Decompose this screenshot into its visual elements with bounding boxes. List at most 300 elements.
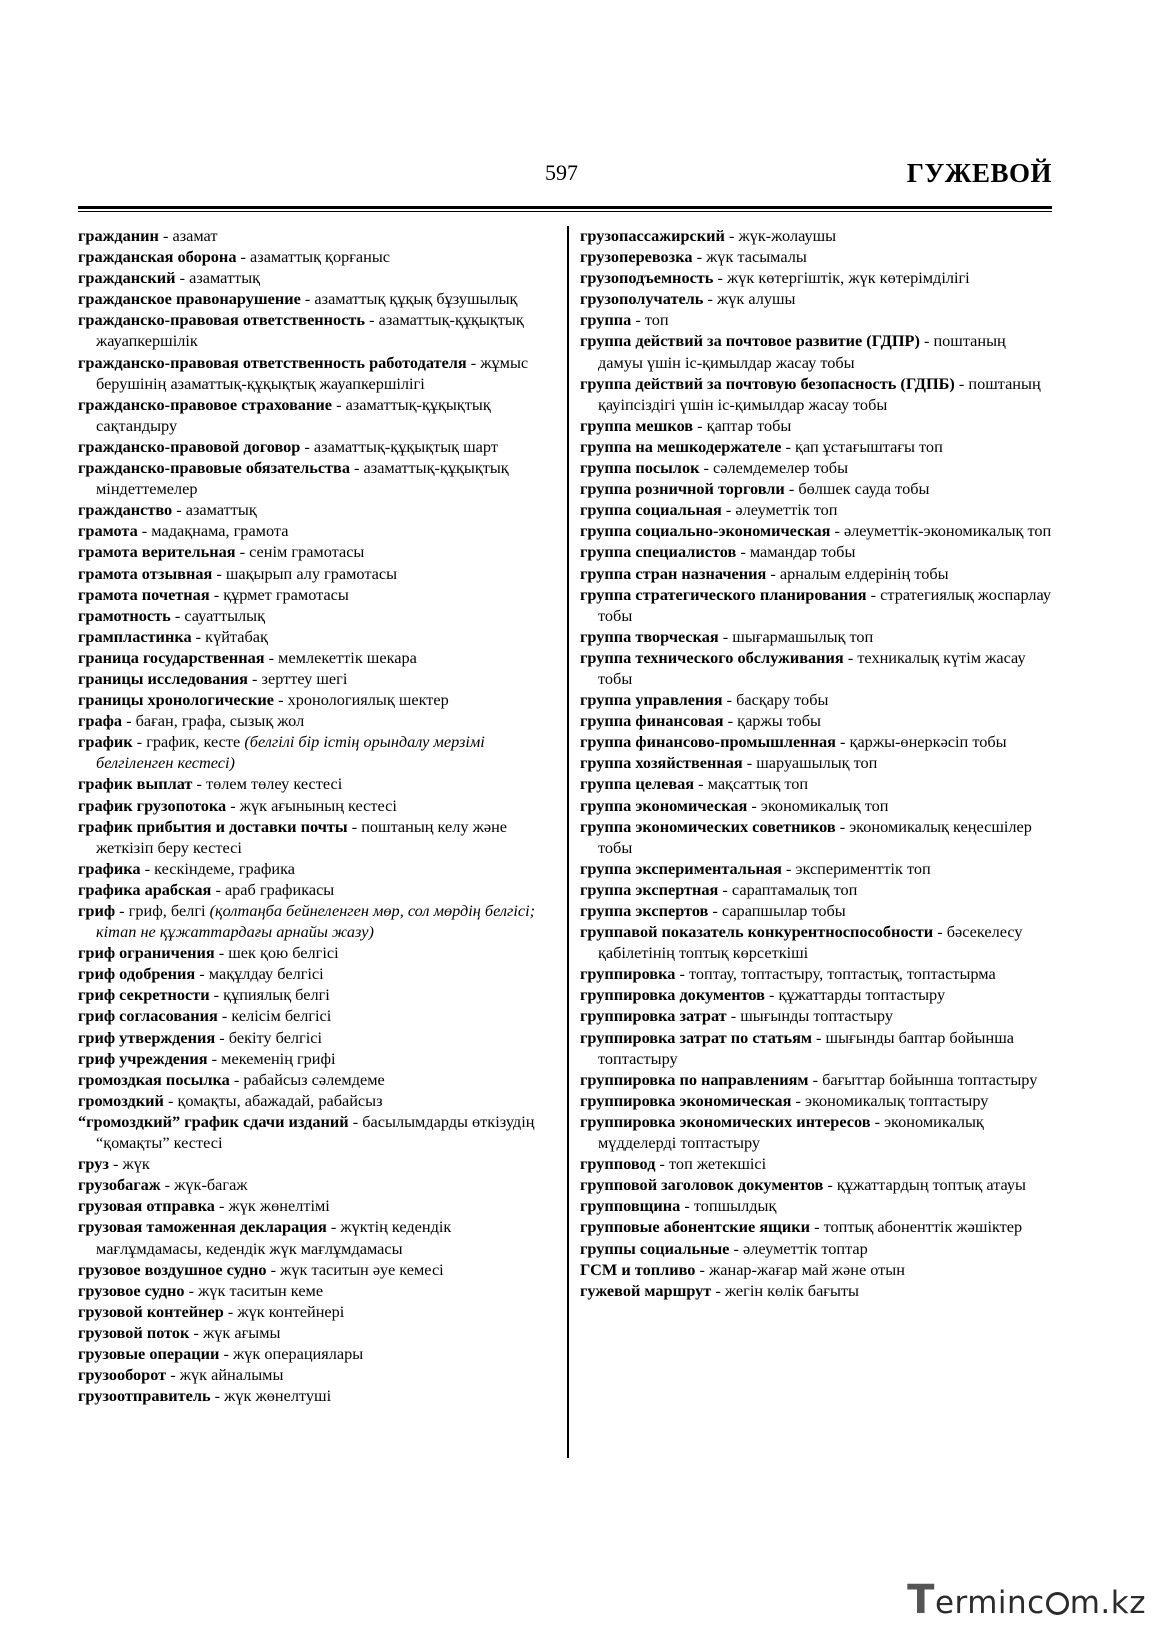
entry-separator: - — [810, 1217, 824, 1237]
entry-separator: - — [207, 1048, 222, 1068]
entry-term: груз — [78, 1154, 109, 1174]
dictionary-entry — [78, 499, 558, 520]
entry-separator: - — [823, 1175, 837, 1195]
entry-separator: - — [349, 458, 364, 478]
dictionary-entry — [78, 457, 558, 499]
dictionary-entry — [580, 921, 1052, 963]
entry-separator: - — [729, 1238, 743, 1258]
entry-term: график грузопотока — [78, 795, 227, 815]
entry-separator: - — [332, 394, 346, 414]
entry-definition: гриф, белгі — [128, 901, 210, 920]
entry-definition: жұмыс берушінің азаматтық-құқықтық жауапкершілігі — [96, 352, 529, 393]
dictionary-entry — [78, 1301, 558, 1322]
entry-separator: - — [766, 563, 780, 583]
entry-term: группа социальная — [580, 500, 722, 520]
dictionary-entry — [78, 963, 558, 984]
entry-definition: топ — [644, 310, 669, 330]
entry-definition: мекеменің грифі — [221, 1048, 336, 1068]
dictionary-entry — [580, 436, 1052, 457]
dictionary-entry — [78, 1069, 558, 1090]
entry-term: гражданская оборона — [78, 247, 237, 267]
entry-term: грузовая таможенная декларация — [78, 1217, 327, 1237]
entry-separator: - — [170, 605, 185, 625]
entry-definition: азаматтық-құқықтық шарт — [313, 436, 498, 456]
entry-separator: - — [195, 964, 209, 984]
entry-separator: - — [184, 1280, 199, 1300]
entry-term: группы социальные — [580, 1238, 730, 1258]
dictionary-entry — [580, 288, 1052, 309]
entry-definition: сарапшылар тобы — [721, 901, 846, 920]
entry-term: группа посылок — [580, 458, 700, 478]
entry-term: грузовое судно — [78, 1280, 185, 1300]
entry-separator: - — [235, 542, 250, 562]
entry-term: группа розничной торговли — [580, 479, 785, 499]
entry-definition: жүк операциялары — [233, 1343, 364, 1363]
entry-separator: - — [724, 226, 739, 245]
entry-definition: қаржы-өнеркәсіп тобы — [849, 732, 1007, 752]
entry-definition: шек қою белгісі — [228, 943, 339, 963]
entry-separator: - — [742, 753, 757, 773]
dictionary-entry — [78, 584, 558, 605]
entry-definition: топ жетекшісі — [669, 1154, 767, 1174]
entry-definition: азамат — [172, 226, 218, 245]
entry-separator: - — [365, 310, 379, 330]
dictionary-entry — [78, 858, 558, 879]
entry-separator: - — [784, 479, 799, 499]
entry-term: гриф учреждения — [78, 1048, 208, 1068]
entry-definition: мақсаттық топ — [707, 774, 809, 794]
entry-term: грузовое воздушное судно — [78, 1259, 267, 1279]
entry-separator: - — [214, 943, 229, 963]
entry-term: гражданский — [78, 268, 176, 288]
entry-term: грузооборот — [78, 1365, 167, 1385]
dictionary-entry — [580, 689, 1052, 710]
entry-definition: поштаның қауіпсіздігі үшін іс-қимылдар жасау тобы — [598, 373, 1041, 414]
dictionary-entry — [78, 246, 558, 267]
entry-term: гриф утверждения — [78, 1027, 216, 1047]
dictionary-entry — [78, 1259, 558, 1280]
entry-separator: - — [247, 668, 262, 688]
entry-separator: - — [695, 1259, 709, 1279]
entry-separator: - — [933, 922, 947, 942]
entry-separator: - — [300, 289, 315, 309]
entry-definition: жүк көтергіштік, жүк көтерімділігі — [726, 268, 970, 288]
dictionary-entry — [78, 288, 558, 309]
entry-definition: жүк контейнері — [237, 1301, 345, 1321]
entry-definition: әлеуметтік топ — [735, 500, 838, 520]
dictionary-entry — [78, 626, 558, 647]
entry-term: гриф одобрения — [78, 964, 196, 984]
dictionary-entry — [78, 942, 558, 963]
entry-term: графика арабская — [78, 879, 212, 899]
entry-separator: - — [811, 1027, 826, 1047]
dictionary-entry — [78, 1385, 558, 1406]
entry-term: группа хозяйственная — [580, 753, 743, 773]
entry-term: гражданско-правовые обязательства — [78, 458, 350, 478]
entry-term: группа специалистов — [580, 542, 737, 562]
entry-definition: жүк-багаж — [174, 1175, 248, 1195]
entry-definition: жүк ағынының кестесі — [239, 795, 397, 815]
entry-definition: қаржы тобы — [737, 711, 821, 731]
dictionary-entry — [580, 499, 1052, 520]
dictionary-entry — [78, 1048, 558, 1069]
entry-term: грамотность — [78, 605, 171, 625]
dictionary-entry — [78, 1195, 558, 1216]
entry-separator: - — [266, 1259, 281, 1279]
dictionary-entry — [78, 710, 558, 731]
entry-separator: - — [122, 711, 136, 731]
entry-term: группавой показатель конкурентноспособности — [580, 922, 934, 942]
dictionary-entry — [78, 816, 558, 858]
entry-definition: жүктің кедендік мағлұмдамасы, кедендік жүк мағлұмдамасы — [96, 1217, 452, 1258]
entry-separator: - — [835, 732, 850, 752]
dictionary-entry — [78, 731, 558, 773]
entry-term: гриф согласования — [78, 1006, 218, 1026]
dictionary-entry — [580, 1280, 1052, 1301]
entry-separator: - — [214, 1196, 229, 1216]
entry-separator: - — [708, 901, 722, 920]
entry-term: группа действий за почтовую безопасность (ГДПБ) — [580, 373, 955, 393]
entry-term: группа целевая — [580, 774, 695, 794]
entry-term: “громоздкий” график сдачи изданий — [78, 1111, 349, 1131]
entry-separator: - — [191, 626, 206, 646]
entry-term: группа стран назначения — [580, 563, 767, 583]
entry-separator: - — [274, 690, 288, 710]
entry-term: графа — [78, 711, 122, 731]
entry-definition: жүк айналымы — [179, 1365, 284, 1385]
entry-definition: басылымдарды өткізудің “қомақты” кестесі — [96, 1111, 535, 1153]
entry-separator: - — [223, 1301, 238, 1321]
entry-term: ГСМ и топливо — [580, 1259, 696, 1279]
entry-definition: азаматтық-құқықтық жауапкершілік — [96, 310, 524, 351]
dictionary-entry — [78, 1364, 558, 1385]
dictionary-entry — [580, 984, 1052, 1005]
entry-separator: - — [163, 1090, 178, 1110]
dictionary-entry — [78, 1322, 558, 1343]
entry-definition: экономикалық топ — [760, 795, 889, 815]
entry-definition: топшылдық — [693, 1196, 777, 1216]
dictionary-entry — [78, 352, 558, 394]
dictionary-entry — [580, 373, 1052, 415]
entry-definition: азаматтық-құқықтық міндеттемелер — [96, 458, 509, 499]
dictionary-entry — [580, 246, 1052, 267]
entry-definition: зерттеу шегі — [261, 668, 348, 688]
logo-o-ring-icon — [1046, 1592, 1069, 1615]
entry-term: группа действий за почтовое развитие (ГДПР) — [580, 331, 920, 351]
entry-separator: - — [210, 1386, 225, 1406]
dictionary-entry — [78, 563, 558, 584]
entry-definition: қаптар тобы — [706, 415, 792, 435]
entry-term: грузовой поток — [78, 1322, 190, 1342]
entry-definition: жүк жөнелтімі — [228, 1196, 330, 1216]
entry-definition: жүк тасымалы — [706, 247, 807, 267]
entry-separator: - — [215, 1027, 229, 1047]
dictionary-entry — [78, 795, 558, 816]
entry-definition: азаматтық — [185, 500, 257, 520]
entry-separator: - — [692, 247, 707, 267]
entry-term: грамота отзывная — [78, 563, 213, 583]
dictionary-entry — [580, 225, 1052, 246]
entry-term: грузоотправитель — [78, 1386, 211, 1406]
entry-separator: - — [264, 647, 279, 667]
entry-separator: - — [166, 1365, 180, 1385]
entry-definition: эксперименттік топ — [795, 858, 931, 878]
entry-separator: - — [764, 985, 779, 1005]
entry-term: группа технического обслуживания — [580, 647, 844, 667]
entry-term: график выплат — [78, 774, 193, 794]
dictionary-entry — [78, 520, 558, 541]
entry-definition: құжаттарды топтастыру — [778, 985, 946, 1005]
entry-separator: - — [726, 1006, 741, 1026]
dictionary-entry — [580, 963, 1052, 984]
entry-term: группировка документов — [580, 985, 765, 1005]
entry-definition: азаматтық — [189, 268, 261, 288]
entry-definition: араб графикасы — [224, 879, 335, 899]
entry-separator: - — [703, 289, 717, 309]
dictionary-entry — [580, 1090, 1052, 1111]
entry-separator: - — [675, 964, 689, 984]
dictionary-entry — [580, 1069, 1052, 1090]
entry-separator: - — [236, 247, 251, 267]
dictionary-entry — [580, 330, 1052, 372]
entry-definition: сәлемдемелер тобы — [713, 458, 849, 478]
entry-term: гражданско-правовое страхование — [78, 394, 333, 414]
entry-definition: жанар-жағар май және отын — [709, 1259, 905, 1279]
entry-separator: - — [713, 268, 727, 288]
entry-term: группировка — [580, 964, 676, 984]
entry-definition: келісім белгісі — [231, 1006, 332, 1026]
entry-term: гриф ограничения — [78, 943, 215, 963]
entry-definition: азаматтық қорғаныс — [250, 247, 391, 267]
entry-definition: бағыттар бойынша топтастыру — [822, 1069, 1038, 1089]
entry-definition: жүк таситын кеме — [198, 1280, 324, 1300]
entry-definition: сауаттылық — [184, 605, 266, 625]
entry-term: гражданство — [78, 500, 173, 520]
entry-term: группа социально-экономическая — [580, 521, 831, 541]
entry-definition: график, кесте — [146, 732, 245, 752]
dictionary-entry — [78, 773, 558, 794]
entry-definition: құрмет грамотасы — [223, 584, 349, 604]
entry-separator: - — [693, 415, 707, 435]
entry-separator: - — [722, 690, 737, 710]
entry-definition: жүк ағымы — [203, 1322, 281, 1342]
logo-text-mid: erminc — [934, 1585, 1045, 1621]
entry-definition: поштаның дамуы үшін іс-қимылдар жасау тобы — [598, 331, 1006, 372]
entry-definition: төлем төлеу кестесі — [205, 774, 343, 794]
logo-t-letter: T — [907, 1577, 935, 1623]
entry-separator: - — [919, 331, 934, 351]
entry-definition: бөлшек сауда тобы — [798, 479, 930, 499]
entry-separator: - — [747, 795, 761, 815]
dictionary-entry — [580, 858, 1052, 879]
column-divider — [567, 226, 569, 1458]
entry-separator: - — [699, 458, 714, 478]
header-rule-thin — [78, 211, 1052, 212]
entry-definition: әлеуметтік топтар — [742, 1238, 868, 1258]
entry-definition: мақұлдау белгісі — [208, 964, 324, 984]
entry-definition: шығынды баптар бойынша топтастыру — [598, 1027, 1014, 1068]
entry-term: грузополучатель — [580, 289, 704, 309]
entry-separator: - — [108, 1154, 123, 1174]
entry-definition: қап ұстағыштағы топ — [795, 436, 943, 456]
entry-term: грузоперевозка — [580, 247, 693, 267]
entry-definition: жүк-жолаушы — [738, 226, 837, 245]
entry-separator: - — [326, 1217, 341, 1237]
entry-definition: құпиялық белгі — [223, 985, 330, 1005]
entry-separator: - — [791, 1090, 805, 1110]
entry-definition: топтық абоненттік жәшіктер — [823, 1217, 1023, 1237]
entry-separator: - — [694, 774, 708, 794]
entry-term: групповод — [580, 1154, 656, 1174]
dictionary-entry — [78, 900, 558, 942]
entry-term: громоздкий — [78, 1090, 164, 1110]
dictionary-entry — [78, 1343, 558, 1364]
entry-term: грампластинка — [78, 626, 192, 646]
entry-separator: - — [219, 1343, 234, 1363]
dictionary-entry — [580, 900, 1052, 921]
dictionary-entry — [78, 1090, 558, 1111]
entry-definition: шығармашылық топ — [732, 626, 874, 646]
entry-separator: - — [830, 521, 844, 541]
entry-term: грузоподъемность — [580, 268, 714, 288]
dictionary-entry — [580, 773, 1052, 794]
termincom-logo — [907, 1577, 1146, 1623]
dictionary-entry — [580, 541, 1052, 562]
entry-term: грузовая отправка — [78, 1196, 215, 1216]
dictionary-entry — [580, 1111, 1052, 1153]
left-column — [78, 225, 558, 1406]
entry-term: группа — [580, 310, 632, 330]
entry-term: группа творческая — [580, 626, 719, 646]
entry-definition: жүк алушы — [716, 289, 796, 309]
entry-separator: - — [721, 500, 736, 520]
entry-term: грузопассажирский — [580, 226, 725, 245]
entry-term: группа экспертная — [580, 879, 719, 899]
dictionary-entry — [78, 267, 558, 288]
dictionary-entry — [78, 1174, 558, 1195]
dictionary-entry — [78, 1153, 558, 1174]
entry-term: гриф — [78, 901, 116, 920]
running-head: ГУЖЕВОЙ — [906, 158, 1052, 188]
dictionary-entry — [78, 1005, 558, 1026]
entry-definition: бекіту белгісі — [228, 1027, 322, 1047]
dictionary-entry — [580, 309, 1052, 330]
entry-term: группа экспертов — [580, 901, 709, 920]
dictionary-entry — [78, 394, 558, 436]
entry-definition: жегін көлік бағыты — [724, 1280, 859, 1300]
entry-term: график — [78, 732, 133, 752]
entry-separator: - — [300, 436, 314, 456]
entry-definition: хронологиялық шектер — [287, 690, 449, 710]
entry-definition: топтау, топтастыру, топтастық, топтастырма — [688, 964, 996, 984]
entry-definition: жүк жөнелтуші — [224, 1386, 332, 1406]
dictionary-entry — [580, 626, 1052, 647]
entry-term: гражданско-правовая ответственность работодателя — [78, 352, 467, 372]
entry-definition: шақырып алу грамотасы — [225, 563, 398, 583]
entry-term: группа на мешкодержателе — [580, 436, 782, 456]
entry-separator: - — [189, 1322, 204, 1342]
dictionary-entry — [580, 415, 1052, 436]
entry-separator: - — [866, 584, 881, 604]
entry-term: гражданско-правовая ответственность — [78, 310, 366, 330]
entry-definition: басқару тобы — [736, 690, 829, 710]
dictionary-entry — [580, 267, 1052, 288]
entry-term: группа мешков — [580, 415, 694, 435]
entry-definition: мадақнама, грамота — [151, 521, 289, 541]
entry-definition: экономикалық мүдделерді топтастыру — [598, 1111, 984, 1153]
entry-separator: - — [348, 1111, 363, 1131]
entry-separator: - — [723, 711, 738, 731]
entry-term: группа стратегического планирования — [580, 584, 867, 604]
entry-definition: стратегиялық жоспарлау тобы — [598, 584, 1052, 625]
entry-note: (қолтаңба бейнеленген мөр, сол мөрдің белгісі; кітап не құжаттардағы арнайы жазу) — [96, 901, 536, 942]
entry-term: группировка экономическая — [580, 1090, 792, 1110]
right-column — [580, 225, 1052, 1301]
entry-definition: күйтабақ — [205, 626, 268, 646]
entry-term: грузовой контейнер — [78, 1301, 224, 1321]
entry-term: гужевой маршрут — [580, 1280, 712, 1300]
dictionary-entry — [580, 1027, 1052, 1069]
entry-separator: - — [217, 1006, 232, 1026]
entry-definition: әлеуметтік-экономикалық топ — [843, 521, 1052, 541]
entry-separator: - — [954, 373, 969, 393]
entry-separator: - — [212, 563, 226, 583]
entry-term: группа финансово-промышленная — [580, 732, 836, 752]
entry-term: группировка экономических интересов — [580, 1111, 871, 1131]
entry-term: грамота почетная — [78, 584, 210, 604]
dictionary-entry — [580, 1259, 1052, 1280]
dictionary-entry — [580, 1174, 1052, 1195]
entry-term: грузобагаж — [78, 1175, 161, 1195]
entry-separator: - — [680, 1196, 694, 1216]
entry-term: группа управления — [580, 690, 723, 710]
entry-separator: - — [835, 816, 850, 836]
entry-term: громоздкая посылка — [78, 1069, 230, 1089]
dictionary-entry — [580, 731, 1052, 752]
entry-term: группа экономических советников — [580, 816, 836, 836]
dictionary-entry — [78, 1216, 558, 1258]
entry-term: групповой заголовок документов — [580, 1175, 824, 1195]
entry-term: группа финансовая — [580, 711, 724, 731]
entry-separator: - — [209, 985, 224, 1005]
entry-term: график прибытия и доставки почты — [78, 816, 348, 836]
entry-definition: қомақты, абажадай, рабайсыз — [177, 1090, 383, 1110]
dictionary-entry — [580, 457, 1052, 478]
entry-separator: - — [192, 774, 206, 794]
dictionary-entry — [78, 647, 558, 668]
dictionary-entry — [580, 816, 1052, 858]
entry-term: группировка затрат по статьям — [580, 1027, 812, 1047]
entry-separator: - — [229, 1069, 244, 1089]
dictionary-entry — [78, 689, 558, 710]
dictionary-entry — [78, 1280, 558, 1301]
entry-definition: экономикалық топтастыру — [804, 1090, 989, 1110]
entry-definition: бәсекелесу қабілетінің топтық көрсеткіші — [598, 922, 1023, 963]
entry-separator: - — [808, 1069, 823, 1089]
entry-separator: - — [209, 584, 224, 604]
entry-definition: рабайсыз сәлемдеме — [243, 1069, 385, 1089]
entry-term: группа экономическая — [580, 795, 748, 815]
entry-term: грузовые операции — [78, 1343, 220, 1363]
entry-term: групповые абонентские ящики — [580, 1217, 811, 1237]
entry-term: грамота — [78, 521, 138, 541]
entry-separator: - — [736, 542, 750, 562]
entry-term: гражданин — [78, 226, 159, 245]
dictionary-entry — [580, 584, 1052, 626]
entry-separator: - — [137, 521, 152, 541]
entry-separator: - — [781, 858, 796, 878]
entry-definition: сенім грамотасы — [249, 542, 365, 562]
